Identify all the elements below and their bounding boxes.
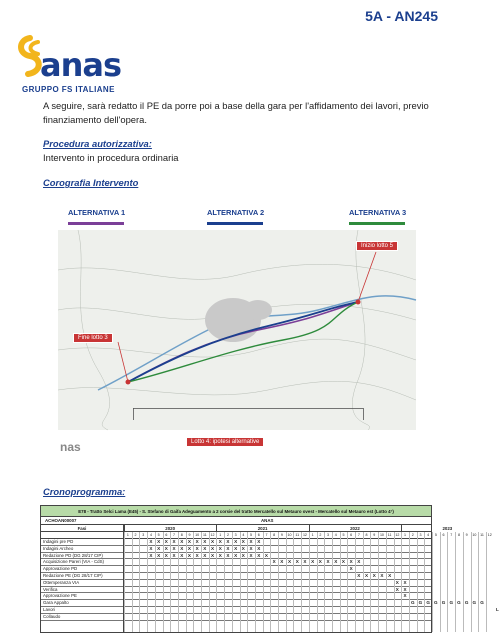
gantt-row-label: Redazione PE (DG 28/17 CIP)	[43, 572, 103, 578]
gantt-row-label: Ottemperanza VIA	[43, 579, 80, 585]
gantt-month: 11	[295, 533, 300, 537]
gantt-month-divider	[332, 532, 333, 632]
gantt-month: 5	[434, 533, 437, 537]
gantt-month-divider	[309, 532, 310, 632]
gantt-row-label: Redazione PD (DG 28/17 CIP)	[43, 552, 103, 558]
gantt-cell-mark: X	[249, 539, 253, 544]
gantt-subheader	[41, 517, 431, 525]
document-code: 5A - AN245	[365, 8, 438, 24]
gantt-cell-mark: X	[257, 539, 261, 544]
gantt-month-divider	[378, 532, 379, 632]
table-row	[41, 546, 431, 553]
logo-group-name: GRUPPO FS ITALIANE	[22, 85, 115, 94]
gantt-years-row	[41, 525, 453, 532]
gantt-cell-mark: X	[210, 539, 215, 544]
gantt-month: 2	[226, 533, 229, 537]
gantt-month: 1	[126, 533, 129, 537]
gantt-company: ANAS	[261, 518, 274, 523]
gantt-month-divider	[178, 532, 179, 632]
gantt-month-divider	[447, 532, 448, 632]
gantt-cell-mark: G	[449, 600, 454, 606]
gantt-cell-mark: X	[334, 559, 338, 565]
gantt-month-divider	[440, 532, 441, 632]
gantt-month: 2	[411, 533, 414, 537]
table-row	[41, 593, 431, 600]
gantt-month-divider	[155, 532, 156, 632]
gantt-month: 8	[365, 533, 368, 537]
gantt-cell-mark: X	[241, 552, 245, 558]
gantt-cell-mark: X	[234, 539, 238, 544]
gantt-month-divider	[286, 532, 287, 632]
gantt-month-divider	[278, 532, 279, 632]
gantt-month: 8	[180, 533, 183, 537]
gantt-month: 10	[195, 533, 200, 537]
gantt-month-divider	[471, 532, 472, 632]
gantt-month-divider	[240, 532, 241, 632]
gantt-month-divider	[193, 532, 194, 632]
table-row	[41, 559, 431, 566]
gantt-cell-mark: X	[210, 552, 215, 558]
gantt-month: 8	[273, 533, 276, 537]
gantt-row-label: Acquisizione Pareri (VIA - CdS)	[43, 559, 105, 565]
gantt-cell-mark: X	[295, 559, 299, 565]
gantt-months-row	[41, 532, 492, 539]
map-watermark: nas	[60, 440, 81, 454]
gantt-code: ACHOAN00007	[45, 518, 77, 523]
gantt-cell-mark: X	[357, 559, 361, 565]
gantt-cell-mark: X	[180, 539, 184, 544]
gantt-month-divider	[478, 532, 479, 632]
gantt-cell-mark: X	[203, 539, 207, 544]
gantt-month: 9	[280, 533, 283, 537]
gantt-month: 5	[157, 533, 160, 537]
gantt-row-label: Verifica	[43, 586, 58, 592]
gantt-month-divider	[224, 532, 225, 632]
gantt-year-2020: 2020	[165, 526, 176, 531]
gantt-cell-mark: X	[380, 572, 384, 578]
gantt-cell-mark: X	[249, 545, 253, 551]
table-row	[41, 539, 431, 546]
gantt-month: 9	[188, 533, 191, 537]
gantt-month-divider	[139, 532, 140, 632]
gantt-month-divider	[455, 532, 456, 632]
gantt-month-divider	[124, 532, 125, 632]
gantt-cell-mark: X	[195, 552, 199, 558]
alternative-3-label: ALTERNATIVA 3	[349, 208, 407, 217]
table-row	[41, 606, 499, 614]
gantt-month-divider	[186, 532, 187, 632]
gantt-cell-mark: G	[464, 600, 469, 606]
gantt-cell-mark: X	[180, 545, 184, 551]
gantt-cell-mark: X	[241, 545, 245, 551]
gantt-rows	[41, 539, 499, 621]
callout-inizio-lotto: Inizio lotto 5	[356, 241, 398, 251]
gantt-cell-mark: X	[203, 552, 207, 558]
gantt-month-divider	[209, 532, 210, 632]
gantt-month-divider	[370, 532, 371, 632]
gantt-cell-mark: X	[403, 593, 407, 599]
gantt-cell-mark: L	[496, 606, 499, 612]
gantt-month: 11	[202, 533, 207, 537]
gantt-month: 7	[357, 533, 360, 537]
gantt-month-divider	[216, 532, 217, 632]
gantt-table	[40, 505, 499, 633]
gantt-cell-mark: X	[164, 552, 168, 558]
alternative-1-label: ALTERNATIVA 1	[68, 208, 126, 217]
gantt-row-label: Approvazione PE	[43, 593, 77, 599]
gantt-row-label: Approvazione PD	[43, 566, 78, 572]
gantt-cell-mark: G	[472, 600, 477, 606]
gantt-cell-mark: X	[341, 559, 345, 565]
gantt-cell-mark: G	[434, 600, 438, 606]
gantt-cell-mark: X	[195, 545, 199, 551]
gantt-row-label: Indagini Archeo	[43, 545, 74, 551]
gantt-cell-mark: X	[149, 552, 153, 558]
table-row	[41, 566, 431, 573]
gantt-cell-mark: X	[157, 545, 161, 551]
gantt-month-divider	[163, 532, 164, 632]
gantt-row-label: Indagini pre PD	[43, 539, 74, 544]
gantt-month: 10	[472, 533, 477, 537]
gantt-month: 3	[327, 533, 330, 537]
gantt-cell-mark: X	[164, 539, 168, 544]
gantt-cell-mark: X	[364, 572, 369, 578]
gantt-cell-mark: X	[272, 559, 276, 565]
gantt-cell-mark: X	[357, 572, 361, 578]
gantt-cell-mark: X	[203, 545, 207, 551]
gantt-cell-mark: X	[187, 539, 191, 544]
gantt-cell-mark: X	[187, 545, 191, 551]
gantt-cell-mark: X	[249, 552, 253, 558]
gantt-month-divider	[147, 532, 148, 632]
gantt-month: 11	[480, 533, 484, 537]
gantt-month-divider	[486, 532, 487, 632]
gantt-cell-mark: X	[257, 552, 261, 558]
gantt-month: 7	[450, 533, 453, 537]
gantt-cell-mark: X	[164, 545, 168, 551]
gantt-month-divider	[463, 532, 464, 632]
gantt-month: 12	[395, 533, 400, 537]
gantt-cell-mark: X	[195, 539, 199, 544]
gantt-cell-mark: X	[287, 559, 292, 565]
gantt-month: 3	[234, 533, 237, 537]
gantt-month: 11	[387, 533, 392, 537]
gantt-cell-mark: X	[280, 559, 284, 565]
gantt-cell-mark: X	[157, 539, 161, 544]
gantt-cell-mark: X	[172, 552, 176, 558]
gantt-month-divider	[263, 532, 264, 632]
gantt-phase-header: Fasi	[77, 526, 87, 531]
gantt-cell-mark: X	[187, 552, 191, 558]
gantt-cell-mark: G	[480, 600, 484, 606]
gantt-month-divider	[417, 532, 418, 632]
gantt-cell-mark: X	[172, 539, 176, 544]
gantt-year-2022: 2022	[350, 526, 360, 531]
gantt-cell-mark: X	[257, 545, 261, 551]
gantt-month: 4	[149, 533, 152, 537]
gantt-month-divider	[324, 532, 325, 632]
gantt-cell-mark: G	[441, 600, 446, 606]
gantt-month-divider	[301, 532, 302, 632]
gantt-month: 1	[311, 533, 314, 537]
alternative-2-label: ALTERNATIVA 2	[207, 208, 265, 217]
callout-fine-lotto: Fine lotto 3	[73, 333, 113, 343]
gantt-cell-mark: X	[180, 552, 184, 558]
gantt-month: 12	[487, 533, 492, 537]
gantt-cell-mark: X	[311, 559, 315, 565]
procedura-text: Intervento in procedura ordinaria	[43, 152, 179, 163]
gantt-cell-mark: G	[426, 600, 430, 606]
gantt-month: 1	[219, 533, 222, 537]
gantt-month-divider	[432, 532, 433, 632]
gantt-cell-mark: X	[372, 572, 376, 578]
gantt-cell-mark: X	[349, 566, 353, 572]
gantt-month: 4	[427, 533, 430, 537]
gantt-year-2023: 2023	[442, 526, 453, 531]
gantt-month: 10	[287, 533, 292, 537]
gantt-month: 12	[210, 533, 215, 537]
table-row	[41, 614, 431, 621]
gantt-header: E78 - Tratto Selci Lama (E45) - S. Stefano di Gaifa Adeguamento a 2 corsie del tratto Mercatello sul Metauro ovest - Mercatello sul Metauro est (Lotto 4°)	[41, 506, 431, 517]
gantt-cell-mark: X	[226, 552, 230, 558]
gantt-month-divider	[293, 532, 294, 632]
gantt-cell-mark: X	[172, 545, 176, 551]
gantt-month-divider	[255, 532, 256, 632]
gantt-cell-mark: X	[388, 572, 392, 578]
gantt-cell-mark: X	[226, 545, 230, 551]
intro-paragraph: A seguire, sarà redatto il PE da porre poi a base della gara per l'affidamento dei lavori, previo finanziamento dell'opera.	[43, 100, 429, 125]
gantt-row-label: Gara Appalto	[43, 600, 69, 606]
gantt-cell-mark: G	[418, 600, 423, 606]
logo-wordmark: anas	[40, 46, 122, 84]
gantt-cell-mark: X	[149, 539, 153, 544]
alternative-2-bar	[207, 222, 263, 225]
gantt-cell-mark: X	[403, 586, 407, 592]
gantt-month: 9	[465, 533, 468, 537]
gantt-month: 4	[334, 533, 337, 537]
gantt-month: 5	[250, 533, 253, 537]
gantt-month: 6	[350, 533, 353, 537]
gantt-month: 3	[419, 533, 422, 537]
gantt-cell-mark: G	[410, 600, 415, 606]
gantt-month-divider	[409, 532, 410, 632]
gantt-month: 7	[173, 533, 176, 537]
corografia-map	[58, 230, 416, 430]
callout-lotto-4: Lotto 4: ipotesi alternative	[186, 437, 264, 447]
gantt-month: 6	[165, 533, 168, 537]
gantt-month: 6	[442, 533, 445, 537]
gantt-month: 3	[142, 533, 145, 537]
gantt-month-divider	[340, 532, 341, 632]
gantt-cell-mark: X	[157, 552, 161, 558]
gantt-cell-mark: X	[218, 552, 222, 558]
gantt-row-label: Lavori	[43, 606, 55, 612]
gantt-month-divider	[347, 532, 348, 632]
gantt-cell-mark: X	[264, 552, 268, 558]
gantt-month: 10	[379, 533, 384, 537]
table-row	[41, 587, 431, 594]
gantt-cell-mark: X	[395, 579, 399, 585]
procedura-title: Procedura autorizzativa:	[43, 138, 152, 149]
gantt-month-divider	[317, 532, 318, 632]
gantt-month: 8	[457, 533, 460, 537]
gantt-cell-mark: X	[210, 545, 215, 551]
gantt-month-divider	[270, 532, 271, 632]
corografia-title: Corografia Intervento	[43, 177, 139, 188]
alternative-3-bar	[349, 222, 405, 225]
table-row	[41, 600, 484, 607]
gantt-month-divider	[386, 532, 387, 632]
gantt-month-divider	[401, 532, 402, 632]
gantt-month-divider	[132, 532, 133, 632]
gantt-month-divider	[363, 532, 364, 632]
gantt-month: 4	[242, 533, 245, 537]
cronoprogramma-title: Cronoprogramma:	[43, 486, 126, 497]
gantt-month-divider	[232, 532, 233, 632]
alternative-1-bar	[68, 222, 124, 225]
gantt-cell-mark: X	[241, 539, 245, 544]
gantt-cell-mark: X	[395, 586, 399, 592]
table-row	[41, 580, 431, 587]
gantt-month: 6	[257, 533, 260, 537]
table-row	[41, 553, 431, 560]
gantt-month-divider	[424, 532, 425, 632]
gantt-cell-mark: X	[403, 579, 407, 585]
gantt-month-divider	[247, 532, 248, 632]
gantt-cell-mark: X	[218, 545, 222, 551]
gantt-cell-mark: X	[218, 539, 222, 544]
gantt-month: 7	[265, 533, 268, 537]
gantt-month-divider	[394, 532, 395, 632]
gantt-cell-mark: X	[234, 545, 238, 551]
gantt-cell-mark: X	[149, 545, 153, 551]
gantt-month-divider	[355, 532, 356, 632]
gantt-month: 9	[373, 533, 376, 537]
gantt-month: 2	[319, 533, 322, 537]
gantt-month: 1	[404, 533, 407, 537]
gantt-month-divider	[201, 532, 202, 632]
gantt-month: 12	[302, 533, 307, 537]
gantt-cell-mark: X	[326, 559, 330, 565]
gantt-month: 5	[342, 533, 345, 537]
gantt-cell-mark: X	[349, 559, 353, 565]
table-row	[41, 573, 431, 580]
gantt-cell-mark: G	[457, 600, 461, 606]
gantt-month: 2	[134, 533, 137, 537]
gantt-cell-mark: X	[234, 552, 238, 558]
gantt-cell-mark: X	[318, 559, 322, 565]
gantt-row-label: Collaudo	[43, 613, 61, 619]
gantt-cell-mark: X	[303, 559, 307, 565]
gantt-month-divider	[170, 532, 171, 632]
gantt-year-2021: 2021	[257, 526, 268, 531]
gantt-cell-mark: X	[226, 539, 230, 544]
